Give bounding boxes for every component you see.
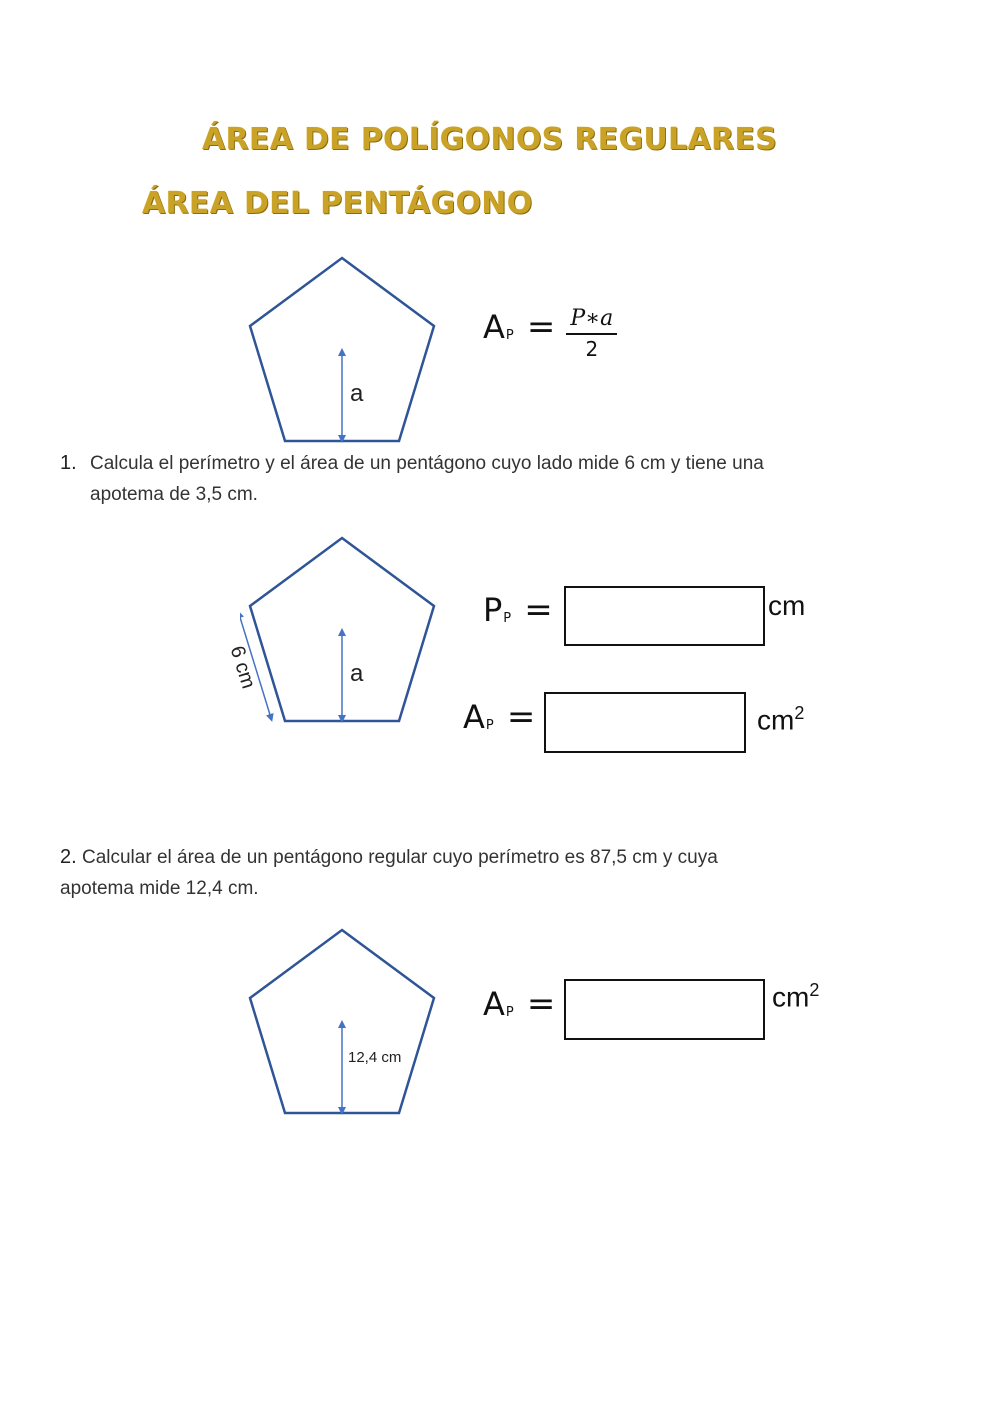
area-unit-q2 <box>772 980 819 1013</box>
perimeter-symbol-sub: P <box>503 611 512 626</box>
perimeter-answer-input[interactable] <box>564 586 765 646</box>
pentagon-formula-diagram <box>240 252 445 447</box>
formula-numerator: P∗a <box>566 306 617 335</box>
area-label-q2 <box>483 984 555 1024</box>
section-title: ÁREA DEL PENTÁGONO <box>142 186 533 221</box>
formula-equals: = <box>526 307 556 347</box>
question-2-number: 2. <box>60 846 77 868</box>
question-1-number: 1. <box>60 452 77 474</box>
question-1-text-line2: apotema de 3,5 cm. <box>90 484 258 505</box>
formula-denominator: 2 <box>585 337 599 361</box>
page-title: ÁREA DE POLÍGONOS REGULARES <box>202 122 778 157</box>
question-2 <box>60 842 718 904</box>
perimeter-equals: = <box>524 590 553 630</box>
question-1 <box>60 448 764 510</box>
area-equals: = <box>526 984 556 1024</box>
formula-fraction <box>566 306 617 361</box>
apothem-label: a <box>350 380 364 407</box>
apothem-label: a <box>350 660 364 687</box>
perimeter-label <box>483 590 553 630</box>
pentagon-question-1-diagram <box>240 532 445 727</box>
question-1-text-line1: Calcula el perímetro y el área de un pentágono cuyo lado mide 6 cm y tiene una <box>90 453 764 474</box>
area-symbol: A <box>463 698 485 736</box>
area-symbol-sub: P <box>485 718 494 733</box>
area-symbol: A <box>483 985 505 1023</box>
question-2-text-line1: Calcular el área de un pentágono regular cuyo perímetro es 87,5 cm y cuya <box>81 847 718 868</box>
area-unit-exponent: 2 <box>794 703 805 723</box>
apothem-label: 12,4 cm <box>348 1049 402 1066</box>
area-unit-text: cm <box>772 981 810 1013</box>
area-unit-q1 <box>757 703 804 736</box>
area-unit-exponent: 2 <box>809 980 820 1000</box>
question-2-text-line2: apotema mide 12,4 cm. <box>60 878 259 899</box>
perimeter-symbol: P <box>483 591 503 629</box>
area-equals: = <box>506 697 536 737</box>
perimeter-unit: cm <box>768 590 806 621</box>
pentagon-question-2-diagram <box>240 924 445 1119</box>
formula-lhs: A <box>483 308 505 346</box>
area-answer-input-q1[interactable] <box>544 692 746 753</box>
area-label-q1 <box>463 697 535 737</box>
side-length-label: 6 cm <box>225 643 260 692</box>
area-unit-text: cm <box>757 704 795 736</box>
formula-lhs-sub: P <box>505 328 514 343</box>
area-formula <box>483 306 617 361</box>
area-symbol-sub: P <box>505 1005 514 1020</box>
area-answer-input-q2[interactable] <box>564 979 765 1040</box>
